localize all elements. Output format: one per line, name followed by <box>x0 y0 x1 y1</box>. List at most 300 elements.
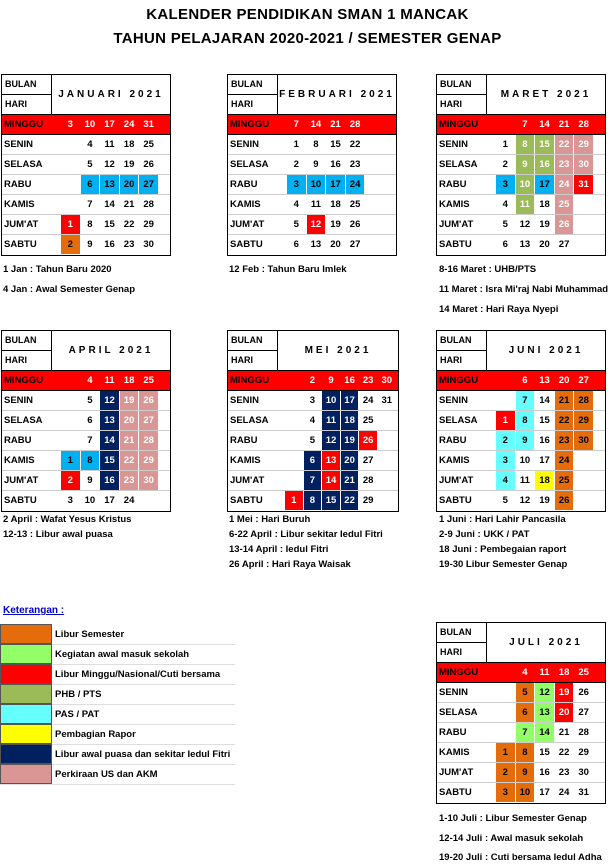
date-cell: 26 <box>139 391 158 410</box>
day-label: MINGGU <box>4 375 44 386</box>
week-row-minggu <box>437 371 605 391</box>
week-row-selasa <box>437 703 605 723</box>
date-cell: 22 <box>555 411 574 430</box>
date-cell <box>496 391 515 410</box>
header-labels <box>2 331 52 370</box>
week-row-selasa <box>228 155 396 175</box>
note-jul: 1-10 Juli : Libur Semester Genap <box>439 813 587 824</box>
legend-label: PAS / PAT <box>55 708 100 720</box>
date-cell: 8 <box>516 411 535 430</box>
date-cell: 4 <box>87 375 93 386</box>
date-cell: 13 <box>519 239 531 250</box>
date-cell: 19 <box>123 159 135 170</box>
week-row-rabu <box>437 431 605 451</box>
week-row-rabu <box>228 175 396 195</box>
date-cell: 22 <box>341 491 359 510</box>
week-row-kamis <box>437 195 605 215</box>
date-cell: 5 <box>502 219 508 230</box>
day-label: SENIN <box>4 395 34 406</box>
date-cell: 2 <box>496 763 515 782</box>
date-cell: 1 <box>502 139 508 150</box>
date-cell: 12 <box>519 495 531 506</box>
date-cell: 23 <box>123 239 135 250</box>
day-label: SABTU <box>439 239 472 250</box>
date-cell: 28 <box>578 119 589 130</box>
date-cell <box>285 451 303 470</box>
legend-title: Keterangan : <box>3 605 65 616</box>
date-cell: 28 <box>143 199 154 210</box>
date-cell: 27 <box>578 707 589 718</box>
day-label: SELASA <box>230 415 269 426</box>
week-row-rabu <box>437 175 605 195</box>
date-cell <box>496 663 515 682</box>
legend-item <box>0 624 235 645</box>
week-row-jumat <box>228 215 396 235</box>
date-cell: 1 <box>496 411 515 430</box>
week-row-sabtu <box>437 783 605 803</box>
date-cell: 20 <box>120 411 139 430</box>
date-cell: 14 <box>100 431 119 450</box>
header-labels <box>437 623 487 662</box>
day-label: RABU <box>439 435 467 446</box>
date-cell <box>139 491 158 510</box>
day-label: SABTU <box>230 239 263 250</box>
week-row-jumat <box>2 215 170 235</box>
date-cell: 20 <box>558 375 570 386</box>
date-cell: 21 <box>120 431 139 450</box>
date-cell: 12 <box>104 159 115 170</box>
date-cell: 30 <box>574 155 593 174</box>
date-cell: 22 <box>120 451 139 470</box>
date-cell: 2 <box>496 431 515 450</box>
date-cell: 17 <box>104 495 115 506</box>
header-labels <box>2 75 52 114</box>
day-label: JUM'AT <box>439 475 474 486</box>
day-label: JUM'AT <box>230 219 265 230</box>
date-cell: 11 <box>516 195 535 214</box>
date-cell: 9 <box>516 763 535 782</box>
date-cell: 23 <box>362 375 374 386</box>
date-cell: 26 <box>349 219 361 230</box>
legend-label: Libur Semester <box>55 628 125 640</box>
date-cell: 10 <box>322 391 340 410</box>
date-cell: 15 <box>535 135 554 154</box>
date-cell: 11 <box>104 139 115 150</box>
date-cell: 30 <box>381 375 393 386</box>
date-cell <box>365 235 384 254</box>
day-label: SELASA <box>230 159 269 170</box>
date-cell <box>574 235 593 254</box>
date-cell: 22 <box>123 219 135 230</box>
date-cell: 2 <box>309 375 316 386</box>
week-row-sabtu <box>437 235 605 255</box>
week-row-senin <box>228 391 398 411</box>
hari-label: HARI <box>440 355 462 365</box>
date-cell: 9 <box>87 239 93 250</box>
date-cell: 11 <box>310 199 321 210</box>
date-cell: 17 <box>104 119 115 130</box>
date-cell: 2 <box>293 159 299 170</box>
date-cell: 10 <box>519 455 531 466</box>
day-label: MINGGU <box>439 375 479 386</box>
legend-item <box>0 724 235 745</box>
date-cell: 29 <box>574 135 593 154</box>
date-cell: 28 <box>578 727 589 738</box>
date-cell: 10 <box>516 783 535 802</box>
date-cell: 7 <box>516 391 535 410</box>
week-row-minggu <box>228 371 398 391</box>
calendar-header <box>437 623 605 663</box>
date-cell: 6 <box>502 239 508 250</box>
date-cell: 8 <box>304 491 322 510</box>
date-cell: 3 <box>67 119 73 130</box>
day-label: KAMIS <box>439 747 470 758</box>
date-cell: 14 <box>310 119 322 130</box>
date-cell: 24 <box>346 175 365 194</box>
week-row-jumat <box>437 763 605 783</box>
date-cell: 9 <box>328 375 334 386</box>
date-cell: 6 <box>81 175 100 194</box>
week-row-senin <box>228 135 396 155</box>
date-cell: 23 <box>555 431 574 450</box>
date-cell: 20 <box>555 703 574 722</box>
day-label: MINGGU <box>230 375 270 386</box>
date-cell: 12 <box>519 219 531 230</box>
date-cell: 4 <box>496 471 515 490</box>
date-cell: 8 <box>313 139 319 150</box>
date-cell: 28 <box>574 391 593 410</box>
legend-swatch <box>0 744 52 764</box>
date-cell: 17 <box>535 175 554 194</box>
date-cell: 14 <box>322 471 340 490</box>
date-cell: 6 <box>522 375 528 386</box>
date-cell: 4 <box>522 667 528 678</box>
day-label: SABTU <box>4 495 37 506</box>
date-cell: 29 <box>578 747 589 758</box>
date-cell: 27 <box>139 175 158 194</box>
legend-swatch <box>0 664 52 684</box>
date-cell <box>365 115 384 134</box>
date-cell: 15 <box>539 415 550 426</box>
day-label: SABTU <box>230 495 263 506</box>
date-cell: 27 <box>139 411 158 430</box>
date-cell: 5 <box>516 683 535 702</box>
week-row-selasa <box>437 155 605 175</box>
week-row-senin <box>2 391 170 411</box>
day-label: SABTU <box>439 495 472 506</box>
day-label: SABTU <box>4 239 37 250</box>
day-label: RABU <box>230 435 258 446</box>
day-label: SABTU <box>439 787 472 798</box>
week-row-senin <box>2 135 170 155</box>
date-cell <box>378 471 396 490</box>
date-cell: 24 <box>123 495 135 506</box>
date-cell: 26 <box>555 215 574 234</box>
bulan-label: BULAN <box>437 75 486 95</box>
date-cell: 8 <box>516 743 535 762</box>
week-row-senin <box>437 135 605 155</box>
bulan-label: BULAN <box>2 75 51 95</box>
week-row-minggu <box>2 115 170 135</box>
date-cell: 21 <box>558 119 570 130</box>
legend-swatch <box>0 764 52 784</box>
week-row-sabtu <box>2 491 170 511</box>
date-cell: 19 <box>539 495 550 506</box>
date-cell: 27 <box>349 239 361 250</box>
week-row-sabtu <box>228 235 396 255</box>
date-cell: 16 <box>104 239 115 250</box>
date-cell: 30 <box>574 431 593 450</box>
legend-swatch <box>0 704 52 724</box>
week-row-minggu <box>2 371 170 391</box>
day-label: SENIN <box>439 687 469 698</box>
date-cell: 2 <box>502 159 508 170</box>
date-cell: 6 <box>304 451 322 470</box>
legend-item <box>0 684 235 705</box>
legend-item <box>0 664 235 685</box>
week-row-kamis <box>2 195 170 215</box>
date-cell: 4 <box>293 199 299 210</box>
day-label: KAMIS <box>439 455 470 466</box>
date-cell: 27 <box>362 455 374 466</box>
legend-swatch <box>0 644 52 664</box>
day-label: KAMIS <box>230 455 261 466</box>
legend-label: Libur Minggu/Nasional/Cuti bersama <box>55 668 221 680</box>
day-label: RABU <box>4 435 32 446</box>
legend-label: Perkiraan US dan AKM <box>55 768 158 780</box>
legend-label: Kegiatan awal masuk sekolah <box>55 648 190 660</box>
date-cell: 11 <box>539 667 550 678</box>
week-row-sabtu <box>2 235 170 255</box>
date-cell: 7 <box>87 199 93 210</box>
date-cell: 30 <box>139 471 158 490</box>
month-name: MARET 2021 <box>500 89 592 100</box>
day-label: SELASA <box>4 159 43 170</box>
date-cell: 16 <box>539 435 550 446</box>
week-row-rabu <box>228 431 398 451</box>
week-row-jumat <box>2 471 170 491</box>
date-cell: 14 <box>539 119 550 130</box>
date-cell: 17 <box>341 391 359 410</box>
hari-label: HARI <box>231 99 253 109</box>
month-name: JULI 2021 <box>509 637 583 648</box>
date-cell: 10 <box>516 175 535 194</box>
date-cell <box>365 215 384 234</box>
date-cell: 30 <box>143 239 154 250</box>
calendar-juni <box>436 330 606 512</box>
calendar-header <box>228 331 398 371</box>
bulan-label: BULAN <box>2 331 51 351</box>
date-cell <box>285 371 303 390</box>
week-row-kamis <box>437 743 605 763</box>
week-row-rabu <box>2 175 170 195</box>
date-cell: 3 <box>67 495 73 506</box>
calendar-februari <box>227 74 397 256</box>
date-cell: 1 <box>61 451 80 470</box>
date-cell: 10 <box>84 495 96 506</box>
date-cell: 17 <box>539 787 550 798</box>
date-cell: 7 <box>293 119 299 130</box>
date-cell <box>61 371 80 390</box>
date-cell: 4 <box>502 199 508 210</box>
date-cell: 3 <box>287 175 306 194</box>
week-row-selasa <box>2 411 170 431</box>
date-cell: 22 <box>558 747 570 758</box>
date-cell: 29 <box>143 219 154 230</box>
date-cell <box>378 411 396 430</box>
date-cell: 10 <box>307 175 326 194</box>
date-cell: 21 <box>555 391 574 410</box>
date-cell <box>378 451 396 470</box>
month-name: JUNI 2021 <box>508 345 584 356</box>
date-cell: 4 <box>309 415 316 426</box>
note-apr: 12-13 : Libur awal puasa <box>3 529 113 540</box>
date-cell: 16 <box>539 767 550 778</box>
month-name: JANUARI 2021 <box>58 89 164 100</box>
date-cell <box>365 135 384 154</box>
date-cell <box>496 683 515 702</box>
date-cell <box>285 431 303 450</box>
day-label: MINGGU <box>4 119 44 130</box>
date-cell: 18 <box>123 139 135 150</box>
date-cell: 8 <box>81 451 100 470</box>
date-cell: 16 <box>330 159 341 170</box>
week-row-minggu <box>437 663 605 683</box>
bulan-label: BULAN <box>228 331 277 351</box>
day-label: JUM'AT <box>4 219 39 230</box>
date-cell: 20 <box>330 239 341 250</box>
bulan-label: BULAN <box>437 623 486 643</box>
calendar-april <box>1 330 171 512</box>
calendar-juli <box>436 622 606 804</box>
hari-label: HARI <box>440 647 462 657</box>
week-row-jumat <box>437 471 605 491</box>
day-label: KAMIS <box>230 199 261 210</box>
day-label: MINGGU <box>230 119 270 130</box>
date-cell: 23 <box>349 159 361 170</box>
date-cell: 2 <box>61 471 80 490</box>
date-cell: 16 <box>535 155 554 174</box>
date-cell <box>61 411 80 430</box>
date-cell: 13 <box>535 703 554 722</box>
date-cell: 22 <box>349 139 361 150</box>
day-label: MINGGU <box>439 667 479 678</box>
date-cell: 25 <box>349 199 361 210</box>
date-cell <box>378 431 396 450</box>
date-cell: 26 <box>143 159 154 170</box>
date-cell: 19 <box>330 219 341 230</box>
date-cell: 3 <box>496 783 515 802</box>
calendar-januari <box>1 74 171 256</box>
date-cell: 20 <box>120 175 139 194</box>
date-cell: 25 <box>362 415 374 426</box>
date-cell: 28 <box>349 119 361 130</box>
date-cell: 21 <box>123 199 135 210</box>
date-cell: 25 <box>555 471 574 490</box>
date-cell: 15 <box>539 747 550 758</box>
note-jan: 1 Jan : Tahun Baru 2020 <box>3 264 112 275</box>
note-mar: 11 Maret : Isra Mi'raj Nabi Muhammad <box>439 284 609 295</box>
legend-swatch <box>0 684 52 704</box>
legend-item <box>0 744 235 765</box>
date-cell: 17 <box>539 455 550 466</box>
date-cell: 12 <box>307 215 326 234</box>
date-cell <box>365 155 384 174</box>
date-cell: 9 <box>313 159 319 170</box>
day-label: SENIN <box>439 139 469 150</box>
date-cell: 31 <box>143 119 154 130</box>
date-cell <box>574 451 593 470</box>
date-cell: 25 <box>578 667 589 678</box>
hari-label: HARI <box>440 99 462 109</box>
week-row-kamis <box>228 195 396 215</box>
date-cell: 13 <box>100 175 119 194</box>
day-label: JUM'AT <box>4 475 39 486</box>
date-cell: 25 <box>143 375 154 386</box>
note-jul: 19-20 Juli : Cuti bersama Iedul Adha <box>439 852 602 863</box>
hari-label: HARI <box>231 355 253 365</box>
date-cell: 28 <box>362 475 374 486</box>
date-cell: 4 <box>87 139 93 150</box>
date-cell: 9 <box>516 155 535 174</box>
day-label: SELASA <box>439 707 478 718</box>
date-cell: 24 <box>555 175 574 194</box>
day-label: MINGGU <box>439 119 479 130</box>
date-cell: 18 <box>535 471 554 490</box>
date-cell: 8 <box>516 135 535 154</box>
title-line-1: KALENDER PENDIDIKAN SMAN 1 MANCAK <box>146 6 469 23</box>
calendar-header <box>437 331 605 371</box>
date-cell: 24 <box>362 395 374 406</box>
date-cell: 31 <box>381 395 393 406</box>
date-cell: 29 <box>574 411 593 430</box>
note-mar: 14 Maret : Hari Raya Nyepi <box>439 304 559 315</box>
date-cell: 6 <box>87 415 93 426</box>
date-cell: 27 <box>558 239 570 250</box>
day-label: SENIN <box>4 139 34 150</box>
date-cell <box>496 703 515 722</box>
date-cell: 29 <box>139 451 158 470</box>
date-cell <box>61 195 80 214</box>
date-cell: 24 <box>558 787 570 798</box>
calendar-mei <box>227 330 399 512</box>
week-row-rabu <box>2 431 170 451</box>
date-cell: 9 <box>516 431 535 450</box>
week-row-jumat <box>437 215 605 235</box>
legend-item <box>0 704 235 725</box>
date-cell: 14 <box>535 723 554 742</box>
date-cell: 18 <box>539 199 550 210</box>
date-cell: 7 <box>522 119 528 130</box>
legend-label: PHB / PTS <box>55 688 102 700</box>
date-cell: 12 <box>100 391 119 410</box>
date-cell: 6 <box>516 703 535 722</box>
date-cell: 18 <box>341 411 359 430</box>
day-label: RABU <box>439 727 467 738</box>
date-cell: 21 <box>330 119 341 130</box>
week-row-selasa <box>437 411 605 431</box>
day-label: JUM'AT <box>439 767 474 778</box>
date-cell <box>285 391 303 410</box>
date-cell <box>574 195 593 214</box>
date-cell: 16 <box>344 375 355 386</box>
note-mei: 13-14 April : Iedul Fitri <box>229 544 329 555</box>
date-cell: 23 <box>558 767 570 778</box>
legend-item <box>0 764 235 785</box>
bulan-label: BULAN <box>437 331 486 351</box>
date-cell: 21 <box>341 471 359 490</box>
note-mei: 6-22 April : Libur sekitar Iedul Fitri <box>229 529 383 540</box>
